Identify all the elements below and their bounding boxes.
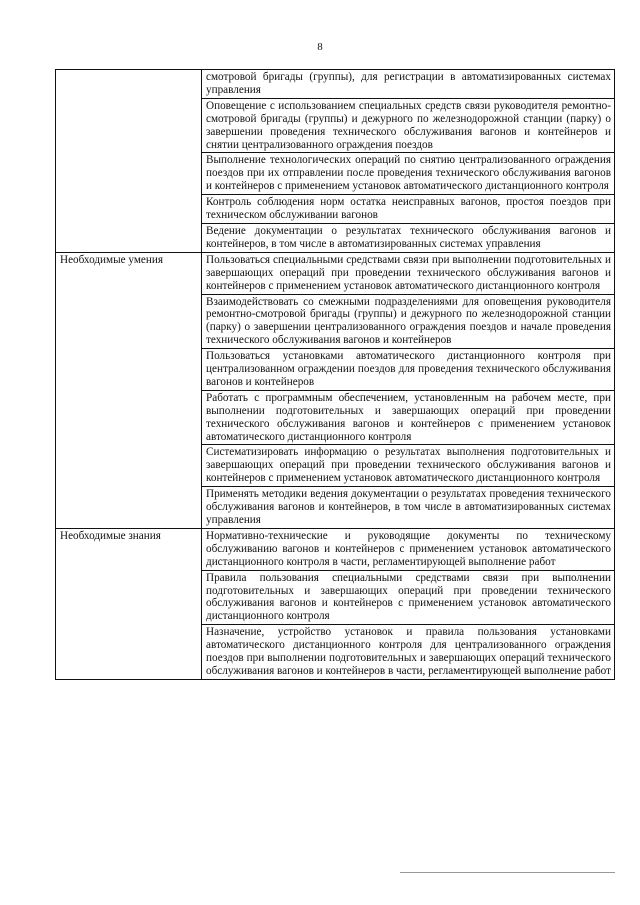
- table-content-cell: Ведение документации о результатах технического обслуживания вагонов и контейнеров, в том числе в автоматизированных системах управления: [202, 223, 615, 252]
- table-label-cell: [56, 195, 202, 224]
- table-content-cell: Выполнение технологических операций по снятию централизованного ограждения поездов при их отправлении после проведения технического обслуживания вагонов и контейнеров с применением установок автоматического дистанционного контроля: [202, 153, 615, 195]
- table-label-cell: [56, 98, 202, 153]
- skill-item: Работать с программным обеспечением, установленным на рабочем месте, при выполнении подготовительных и завершающих операций при проведении технического обслуживания вагонов и контейнеров с применением установок автоматического дистанционного контроля: [202, 390, 615, 445]
- skill-item: Систематизировать информацию о результатах выполнения подготовительных и завершающих операций при проведении технического обслуживания вагонов и контейнеров с применением установок автоматического дистанционного контроля: [202, 445, 615, 487]
- table-content-cell: Оповещение с использованием специальных средств связи руководителя ремонтно-смотровой бригады (группы) и дежурного по железнодорожной станции (парку) о завершении проведения технического обслуживания вагонов и контейнеров и снятии централизованного ограждения поездов: [202, 98, 615, 153]
- table-label-cell: [56, 223, 202, 252]
- knowledge-item: Нормативно-технические и руководящие документы по техническому обслуживанию вагонов и контейнеров с применением установок автоматического дистанционного контроля в части, регламентирующей выполнение работ: [202, 528, 615, 570]
- skills-label: Необходимые умения: [56, 252, 202, 528]
- table-content-cell: смотровой бригады (группы), для регистрации в автоматизированных системах управления: [202, 70, 615, 99]
- table-row: [56, 223, 615, 252]
- skill-item: Пользоваться установками автоматического дистанционного контроля при централизованном ограждении поездов для проведения технического обслуживания вагонов и контейнеров: [202, 349, 615, 391]
- table-row: [56, 195, 615, 224]
- competency-table: [55, 69, 615, 680]
- table-row: [56, 98, 615, 153]
- table-row: [56, 70, 615, 99]
- skill-item: Применять методики ведения документации о результатах проведения технического обслуживания вагонов и контейнеров, в том числе в автоматизированных системах управления: [202, 487, 615, 529]
- table-label-cell: [56, 70, 202, 99]
- knowledge-item: Правила пользования специальными средствами связи при выполнении подготовительных и завершающих операций при проведении технического обслуживания вагонов и контейнеров с применением установок автоматического дистанционного контроля: [202, 570, 615, 625]
- table-row: [56, 153, 615, 195]
- page-divider: [400, 872, 615, 873]
- knowledge-item: Назначение, устройство установок и правила пользования установками автоматического дистанционного контроля для централизованного ограждения поездов при выполнении подготовительных и завершающих операций технического обслуживания вагонов и контейнеров в части, регламентирующей выполнение работ: [202, 625, 615, 680]
- skill-item: Пользоваться специальными средствами связи при выполнении подготовительных и завершающих операций при проведении технического обслуживания вагонов и контейнеров с применением установок автоматического дистанционного контроля: [202, 252, 615, 294]
- page-number: 8: [317, 41, 323, 53]
- skill-item: Взаимодействовать со смежными подразделениями для оповещения руководителя ремонтно-смотровой бригады (группы) и дежурного по железнодорожной станции (парку) о завершении централизованного ограждения поездов и начале проведения технического обслуживания вагонов и контейнеров: [202, 294, 615, 349]
- knowledge-label: Необходимые знания: [56, 528, 202, 679]
- table-row: [56, 252, 615, 294]
- table-label-cell: [56, 153, 202, 195]
- table-content-cell: Контроль соблюдения норм остатка неисправных вагонов, простоя поездов при техническом обслуживании вагонов: [202, 195, 615, 224]
- table-row: [56, 528, 615, 570]
